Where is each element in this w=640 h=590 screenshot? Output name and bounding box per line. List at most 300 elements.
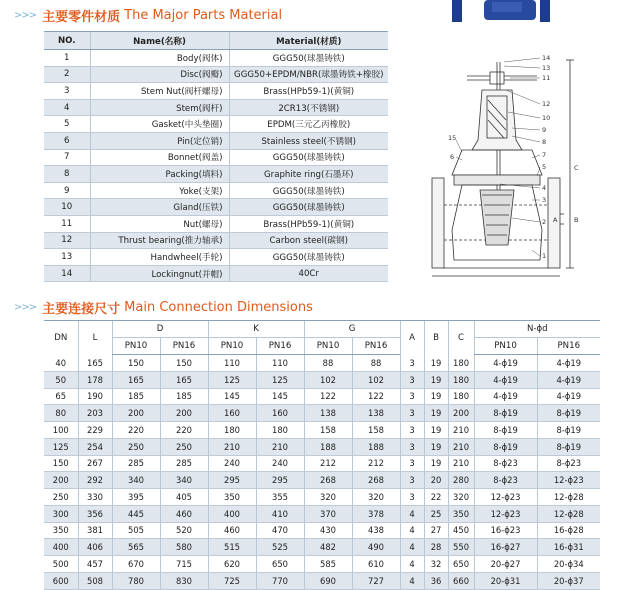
dims-cell-nd-pn10: 12-ϕ23	[474, 489, 537, 506]
parts-cell-material: Brass(HPb59-1)(黄铜)	[229, 83, 388, 100]
callout-label: 14	[542, 54, 551, 62]
dims-cell-c: 210	[448, 455, 474, 472]
dims-row	[44, 455, 600, 472]
dims-cell-nd-pn16: 12-ϕ23	[537, 472, 600, 489]
parts-cell-no: 14	[44, 265, 90, 282]
dims-cell-g-pn16: 320	[352, 489, 400, 506]
dims-cell-nd-pn10: 8-ϕ23	[474, 455, 537, 472]
dims-cell-k-pn10: 515	[208, 539, 256, 556]
dims-cell-b: 36	[424, 572, 448, 589]
dims-cell-nd-pn16: 4-ϕ19	[537, 388, 600, 405]
col-header-d: D	[112, 321, 208, 338]
dim-letter: C	[574, 164, 579, 172]
dims-cell-c: 180	[448, 388, 474, 405]
dim-letter: A	[553, 216, 558, 224]
dims-cell-dn: 350	[44, 522, 78, 539]
parts-cell-name: Bonnet(阀盖)	[90, 149, 229, 166]
dims-cell-nd-pn16: 4-ϕ19	[537, 355, 600, 372]
parts-cell-no: 1	[44, 50, 90, 67]
col-header-material: Material(材质)	[229, 32, 388, 50]
callout-label: 7	[542, 151, 547, 159]
dims-cell-k-pn16: 110	[256, 355, 304, 372]
dims-cell-a: 3	[400, 388, 424, 405]
col-header-k-pn10: PN10	[208, 338, 256, 355]
dims-cell-nd-pn10: 4-ϕ19	[474, 388, 537, 405]
parts-cell-material: Stainless steel(不锈钢)	[229, 132, 388, 149]
dims-cell-g-pn16: 727	[352, 572, 400, 589]
callout-label: 9	[542, 126, 547, 134]
dims-cell-d-pn10: 185	[112, 388, 160, 405]
dims-row	[44, 489, 600, 506]
col-header-name: Name(名称)	[90, 32, 229, 50]
col-header-d-pn16: PN16	[160, 338, 208, 355]
dims-cell-b: 19	[424, 405, 448, 422]
parts-row	[44, 182, 388, 199]
dims-header-row-1	[44, 321, 600, 338]
parts-cell-name: Stem(阀杆)	[90, 99, 229, 116]
dims-cell-dn: 65	[44, 388, 78, 405]
dims-cell-nd-pn10: 8-ϕ23	[474, 472, 537, 489]
dims-cell-d-pn16: 185	[160, 388, 208, 405]
dims-cell-g-pn16: 438	[352, 522, 400, 539]
col-header-g: G	[304, 321, 400, 338]
dims-cell-g-pn10: 482	[304, 539, 352, 556]
dims-cell-b: 19	[424, 371, 448, 388]
dims-cell-k-pn10: 350	[208, 489, 256, 506]
dims-cell-b: 27	[424, 522, 448, 539]
dims-cell-b: 19	[424, 422, 448, 439]
parts-cell-no: 7	[44, 149, 90, 166]
parts-row	[44, 249, 388, 266]
dims-row	[44, 355, 600, 372]
callout-label: 5	[542, 163, 547, 171]
dims-cell-nd-pn16: 4-ϕ19	[537, 371, 600, 388]
parts-cell-material: GGG50(球墨铸铁)	[229, 50, 388, 67]
col-header-k: K	[208, 321, 304, 338]
dims-cell-b: 32	[424, 556, 448, 573]
col-header-k-pn16: PN16	[256, 338, 304, 355]
dims-cell-c: 320	[448, 489, 474, 506]
dims-cell-k-pn16: 240	[256, 455, 304, 472]
parts-row	[44, 149, 388, 166]
dims-cell-k-pn16: 355	[256, 489, 304, 506]
dims-row	[44, 405, 600, 422]
valve-cross-section-drawing	[392, 0, 612, 290]
dims-cell-d-pn10: 780	[112, 572, 160, 589]
dims-cell-g-pn10: 138	[304, 405, 352, 422]
parts-row	[44, 83, 388, 100]
parts-material-table	[44, 31, 388, 282]
parts-cell-name: Gasket(中头垫圈)	[90, 116, 229, 133]
dims-cell-dn: 50	[44, 371, 78, 388]
parts-cell-name: Body(阀体)	[90, 50, 229, 67]
parts-cell-name: Yoke(支架)	[90, 182, 229, 199]
dims-cell-a: 4	[400, 556, 424, 573]
dims-cell-g-pn16: 188	[352, 438, 400, 455]
dims-row	[44, 572, 600, 589]
parts-row	[44, 50, 388, 67]
dims-cell-c: 280	[448, 472, 474, 489]
parts-row	[44, 199, 388, 216]
dims-cell-k-pn16: 650	[256, 556, 304, 573]
dims-cell-k-pn10: 295	[208, 472, 256, 489]
parts-cell-material: GGG50(球墨铸铁)	[229, 182, 388, 199]
parts-cell-no: 8	[44, 166, 90, 183]
dims-cell-c: 210	[448, 438, 474, 455]
dims-cell-g-pn16: 610	[352, 556, 400, 573]
dim-letter: B	[574, 216, 579, 224]
dims-cell-b: 19	[424, 455, 448, 472]
callout-label: 15	[448, 134, 457, 142]
parts-header-row	[44, 32, 388, 50]
parts-cell-name: Lockingnut(并帽)	[90, 265, 229, 282]
dims-cell-g-pn16: 378	[352, 505, 400, 522]
dims-cell-g-pn10: 268	[304, 472, 352, 489]
parts-cell-no: 11	[44, 215, 90, 232]
dims-cell-d-pn16: 165	[160, 371, 208, 388]
dims-cell-d-pn10: 150	[112, 355, 160, 372]
section-arrows-icon: >>>	[14, 302, 37, 313]
dims-cell-nd-pn10: 16-ϕ27	[474, 539, 537, 556]
callout-label: 6	[450, 153, 455, 161]
dims-cell-nd-pn10: 4-ϕ19	[474, 355, 537, 372]
dims-cell-d-pn10: 445	[112, 505, 160, 522]
col-header-n-d: N-ϕd	[474, 321, 600, 338]
dims-cell-nd-pn10: 12-ϕ23	[474, 505, 537, 522]
callout-label: 12	[542, 100, 551, 108]
parts-cell-no: 4	[44, 99, 90, 116]
dims-cell-k-pn10: 620	[208, 556, 256, 573]
dims-cell-k-pn16: 180	[256, 422, 304, 439]
parts-cell-material: Brass(HPb59-1)(黄铜)	[229, 215, 388, 232]
parts-cell-no: 5	[44, 116, 90, 133]
parts-cell-no: 9	[44, 182, 90, 199]
parts-cell-material: EPDM(三元乙丙橡胶)	[229, 116, 388, 133]
dims-cell-dn: 150	[44, 455, 78, 472]
dims-cell-nd-pn10: 8-ϕ19	[474, 405, 537, 422]
dims-cell-k-pn10: 725	[208, 572, 256, 589]
parts-cell-material: 2CR13(不锈钢)	[229, 99, 388, 116]
dims-cell-k-pn16: 410	[256, 505, 304, 522]
dims-cell-g-pn10: 88	[304, 355, 352, 372]
parts-cell-material: GGG50(球墨铸铁)	[229, 149, 388, 166]
dims-cell-g-pn10: 430	[304, 522, 352, 539]
dims-cell-c: 350	[448, 505, 474, 522]
dims-cell-d-pn16: 200	[160, 405, 208, 422]
dims-cell-dn: 80	[44, 405, 78, 422]
parts-cell-material: 40Cr	[229, 265, 388, 282]
valve-photo-image	[452, 0, 550, 22]
dims-cell-g-pn10: 188	[304, 438, 352, 455]
dims-cell-nd-pn16: 16-ϕ31	[537, 539, 600, 556]
parts-cell-material: GGG50(球墨铸铁)	[229, 199, 388, 216]
dims-cell-l: 330	[78, 489, 112, 506]
col-header-g-pn16: PN16	[352, 338, 400, 355]
dims-cell-l: 203	[78, 405, 112, 422]
dims-cell-k-pn10: 110	[208, 355, 256, 372]
dims-cell-c: 180	[448, 371, 474, 388]
parts-cell-name: Handwheel(手轮)	[90, 249, 229, 266]
dims-cell-k-pn10: 460	[208, 522, 256, 539]
parts-cell-name: Disc(阀瓣)	[90, 66, 229, 83]
dims-cell-c: 180	[448, 355, 474, 372]
dims-cell-nd-pn16: 20-ϕ37	[537, 572, 600, 589]
dims-row	[44, 388, 600, 405]
dims-row	[44, 522, 600, 539]
dims-cell-a: 3	[400, 472, 424, 489]
dims-cell-l: 254	[78, 438, 112, 455]
callout-label: 4	[542, 184, 547, 192]
parts-cell-material: Graphite ring(石墨环)	[229, 166, 388, 183]
dims-row	[44, 539, 600, 556]
dims-cell-g-pn10: 212	[304, 455, 352, 472]
dims-cell-k-pn10: 400	[208, 505, 256, 522]
col-header-b: B	[424, 321, 448, 355]
dims-cell-b: 19	[424, 355, 448, 372]
dims-cell-k-pn10: 240	[208, 455, 256, 472]
parts-cell-material: GGG50+EPDM/NBR(球墨铸铁+橡胶)	[229, 66, 388, 83]
dims-cell-a: 3	[400, 455, 424, 472]
dims-cell-a: 4	[400, 572, 424, 589]
dims-cell-k-pn16: 125	[256, 371, 304, 388]
dims-cell-d-pn10: 285	[112, 455, 160, 472]
dims-cell-nd-pn16: 8-ϕ19	[537, 438, 600, 455]
parts-cell-name: Thrust bearing(推力轴承)	[90, 232, 229, 249]
dims-cell-l: 165	[78, 355, 112, 372]
dims-cell-b: 19	[424, 438, 448, 455]
dims-cell-c: 660	[448, 572, 474, 589]
dims-cell-c: 650	[448, 556, 474, 573]
parts-cell-no: 3	[44, 83, 90, 100]
dims-cell-d-pn10: 220	[112, 422, 160, 439]
dims-cell-a: 4	[400, 539, 424, 556]
dims-cell-d-pn16: 150	[160, 355, 208, 372]
callout-label: 8	[542, 138, 547, 146]
dims-cell-b: 19	[424, 388, 448, 405]
dims-cell-nd-pn10: 16-ϕ23	[474, 522, 537, 539]
dims-cell-nd-pn16: 16-ϕ28	[537, 522, 600, 539]
callout-label: 3	[542, 196, 547, 204]
parts-cell-no: 13	[44, 249, 90, 266]
col-header-nd-pn16: PN16	[537, 338, 600, 355]
dims-cell-k-pn16: 525	[256, 539, 304, 556]
dims-cell-dn: 250	[44, 489, 78, 506]
section-arrows-icon: >>>	[14, 10, 37, 21]
dims-cell-d-pn16: 520	[160, 522, 208, 539]
dims-cell-l: 267	[78, 455, 112, 472]
callout-label: 10	[542, 114, 551, 122]
dims-cell-l: 406	[78, 539, 112, 556]
dims-cell-c: 450	[448, 522, 474, 539]
dims-cell-l: 229	[78, 422, 112, 439]
dims-cell-nd-pn16: 8-ϕ23	[537, 455, 600, 472]
parts-cell-name: Pin(定位销)	[90, 132, 229, 149]
dims-cell-dn: 40	[44, 355, 78, 372]
dims-title-en: Main Connection Dimensions	[124, 300, 313, 315]
dims-cell-d-pn16: 580	[160, 539, 208, 556]
dims-cell-g-pn16: 158	[352, 422, 400, 439]
parts-row	[44, 132, 388, 149]
callout-label: 2	[542, 218, 547, 226]
dims-cell-l: 356	[78, 505, 112, 522]
dims-cell-d-pn16: 285	[160, 455, 208, 472]
dims-cell-a: 4	[400, 522, 424, 539]
dims-cell-d-pn10: 670	[112, 556, 160, 573]
callout-label: 13	[542, 64, 551, 72]
dims-cell-g-pn16: 212	[352, 455, 400, 472]
dims-cell-dn: 400	[44, 539, 78, 556]
dims-cell-a: 3	[400, 438, 424, 455]
dims-cell-k-pn10: 160	[208, 405, 256, 422]
dims-title-cn: 主要连接尺寸	[42, 302, 121, 317]
dims-cell-d-pn16: 250	[160, 438, 208, 455]
callout-label: 11	[542, 74, 551, 82]
parts-cell-no: 6	[44, 132, 90, 149]
dims-cell-dn: 500	[44, 556, 78, 573]
parts-row	[44, 265, 388, 282]
dims-cell-dn: 125	[44, 438, 78, 455]
dims-cell-dn: 300	[44, 505, 78, 522]
dims-cell-nd-pn16: 12-ϕ28	[537, 489, 600, 506]
dims-cell-dn: 100	[44, 422, 78, 439]
parts-cell-material: GGG50(球墨铸铁)	[229, 249, 388, 266]
dims-cell-d-pn10: 165	[112, 371, 160, 388]
col-header-d-pn10: PN10	[112, 338, 160, 355]
dims-cell-d-pn10: 505	[112, 522, 160, 539]
parts-row	[44, 215, 388, 232]
dims-cell-b: 20	[424, 472, 448, 489]
parts-cell-name: Nut(螺母)	[90, 215, 229, 232]
dims-cell-l: 190	[78, 388, 112, 405]
dims-cell-nd-pn16: 8-ϕ19	[537, 422, 600, 439]
dims-cell-a: 3	[400, 489, 424, 506]
dims-cell-g-pn16: 88	[352, 355, 400, 372]
dims-cell-g-pn10: 158	[304, 422, 352, 439]
dims-cell-d-pn16: 220	[160, 422, 208, 439]
dims-cell-a: 3	[400, 422, 424, 439]
dims-row	[44, 371, 600, 388]
parts-row	[44, 166, 388, 183]
parts-title-cn: 主要零件材质	[42, 10, 121, 25]
dims-cell-nd-pn16: 8-ϕ19	[537, 405, 600, 422]
col-header-dn: DN	[44, 321, 78, 355]
dims-cell-k-pn16: 295	[256, 472, 304, 489]
dims-cell-a: 3	[400, 371, 424, 388]
dims-header-row-2	[44, 338, 600, 355]
parts-cell-name: Gland(压铁)	[90, 199, 229, 216]
parts-title-en: The Major Parts Material	[124, 8, 283, 23]
parts-cell-name: Packing(填料)	[90, 166, 229, 183]
parts-cell-name: Stem Nut(阀杆螺母)	[90, 83, 229, 100]
parts-row	[44, 232, 388, 249]
dims-cell-k-pn16: 160	[256, 405, 304, 422]
dims-cell-l: 178	[78, 371, 112, 388]
dims-cell-l: 381	[78, 522, 112, 539]
parts-row	[44, 116, 388, 133]
parts-cell-material: Carbon steel(碳钢)	[229, 232, 388, 249]
parts-cell-no: 2	[44, 66, 90, 83]
dims-cell-nd-pn10: 8-ϕ19	[474, 422, 537, 439]
dims-cell-g-pn16: 490	[352, 539, 400, 556]
callout-label: 1	[542, 252, 547, 260]
dims-cell-k-pn16: 145	[256, 388, 304, 405]
dims-cell-nd-pn10: 20-ϕ27	[474, 556, 537, 573]
dims-cell-l: 457	[78, 556, 112, 573]
dims-cell-c: 210	[448, 422, 474, 439]
col-header-g-pn10: PN10	[304, 338, 352, 355]
dims-cell-k-pn16: 210	[256, 438, 304, 455]
col-header-c: C	[448, 321, 474, 355]
dims-cell-g-pn16: 268	[352, 472, 400, 489]
dims-cell-a: 3	[400, 405, 424, 422]
dims-cell-d-pn16: 340	[160, 472, 208, 489]
dims-cell-nd-pn16: 12-ϕ28	[537, 505, 600, 522]
dims-cell-nd-pn16: 20-ϕ34	[537, 556, 600, 573]
dims-cell-b: 28	[424, 539, 448, 556]
dims-cell-k-pn10: 180	[208, 422, 256, 439]
dims-cell-d-pn10: 395	[112, 489, 160, 506]
dims-cell-g-pn10: 102	[304, 371, 352, 388]
dims-cell-k-pn10: 145	[208, 388, 256, 405]
dims-cell-d-pn16: 460	[160, 505, 208, 522]
dims-cell-d-pn16: 830	[160, 572, 208, 589]
parts-cell-no: 10	[44, 199, 90, 216]
dims-cell-g-pn10: 320	[304, 489, 352, 506]
dims-cell-dn: 600	[44, 572, 78, 589]
dims-cell-k-pn10: 210	[208, 438, 256, 455]
dims-cell-l: 508	[78, 572, 112, 589]
dims-cell-g-pn10: 370	[304, 505, 352, 522]
col-header-a: A	[400, 321, 424, 355]
dims-cell-g-pn10: 585	[304, 556, 352, 573]
dims-cell-b: 25	[424, 505, 448, 522]
parts-row	[44, 66, 388, 83]
dims-row	[44, 505, 600, 522]
parts-section-heading	[14, 6, 282, 25]
dims-cell-g-pn16: 102	[352, 371, 400, 388]
col-header-nd-pn10: PN10	[474, 338, 537, 355]
dims-cell-d-pn10: 250	[112, 438, 160, 455]
dims-cell-g-pn10: 122	[304, 388, 352, 405]
parts-row	[44, 99, 388, 116]
dims-cell-d-pn10: 565	[112, 539, 160, 556]
valve-outline	[432, 60, 574, 276]
dims-row	[44, 422, 600, 439]
dims-cell-a: 4	[400, 505, 424, 522]
dims-cell-g-pn16: 138	[352, 405, 400, 422]
dims-cell-nd-pn10: 4-ϕ19	[474, 371, 537, 388]
dims-cell-l: 292	[78, 472, 112, 489]
dims-cell-d-pn10: 340	[112, 472, 160, 489]
dims-row	[44, 556, 600, 573]
dims-cell-c: 550	[448, 539, 474, 556]
dims-cell-c: 200	[448, 405, 474, 422]
col-header-no: NO.	[44, 32, 90, 50]
dims-row	[44, 438, 600, 455]
dims-cell-g-pn10: 690	[304, 572, 352, 589]
parts-cell-no: 12	[44, 232, 90, 249]
dims-cell-k-pn16: 470	[256, 522, 304, 539]
dims-cell-b: 22	[424, 489, 448, 506]
dims-row	[44, 472, 600, 489]
dims-cell-d-pn10: 200	[112, 405, 160, 422]
dims-cell-d-pn16: 405	[160, 489, 208, 506]
col-header-l: L	[78, 321, 112, 355]
dims-cell-nd-pn10: 8-ϕ19	[474, 438, 537, 455]
dims-cell-dn: 200	[44, 472, 78, 489]
dims-cell-a: 3	[400, 355, 424, 372]
dims-cell-g-pn16: 122	[352, 388, 400, 405]
